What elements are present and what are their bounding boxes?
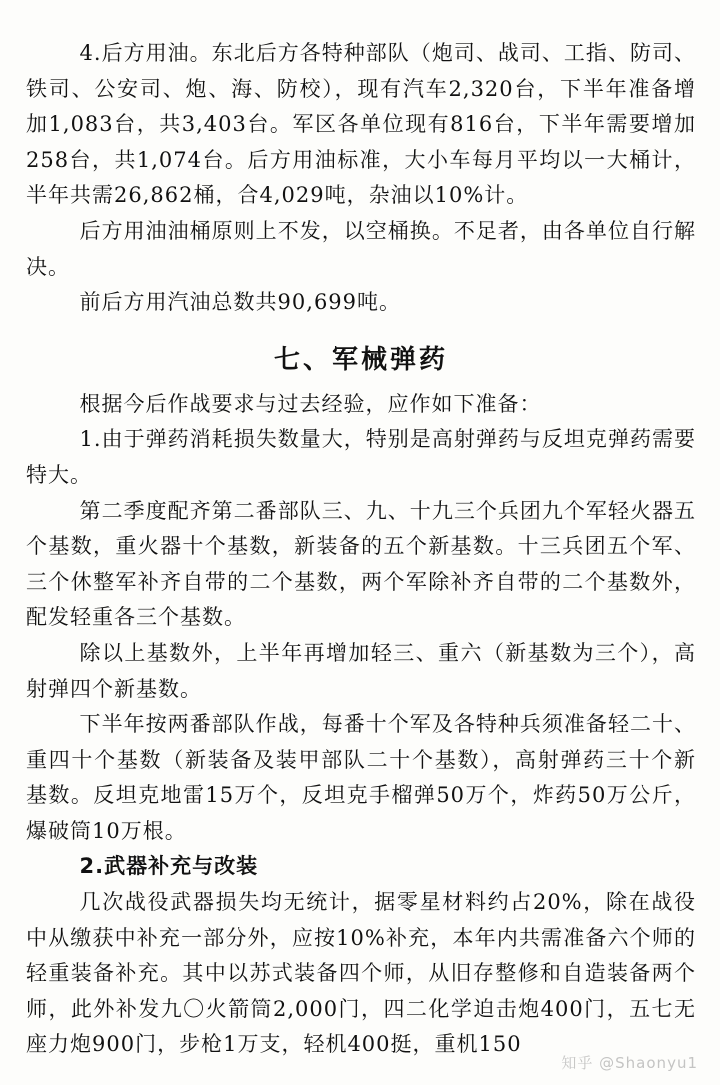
paragraph-second-half: 下半年按两番部队作战，每番十个军及各特种兵须准备轻二十、重四十个基数（新装备及装甲部队二十个基数），高射弹药三十个新基数。反坦克地雷15万个，反坦克手榴弹50万个，炸药50万公斤，爆破筒10万根。 (26, 712, 696, 843)
section-title: 七、军械弹药 (273, 344, 448, 375)
paragraph-weapon-losses: 几次战役武器损失均无统计，据零星材料约占20%，除在战役中从缴获中补充一部分外，应按10%补充，本年内共需准备六个师的轻重装备补充。其中以苏式装备四个师，从旧存整修和自造装备两个师，此外补发九〇火箭筒2,000门，四二化学迫击炮400门，五七无座力炮900门，步枪1万支，轻机400挺，重机150 (26, 890, 696, 1057)
paragraph-additional-base: 除以上基数外，上半年再增加轻三、重六（新基数为三个），高射弹四个新基数。 (26, 640, 696, 701)
paragraph-rear-fuel: 4.后方用油。东北后方各特种部队（炮司、战司、工指、防司、铁司、公安司、炮、海、防校），现有汽车2,320台，下半年准备增加1,083台，共3,403台。军区各单位现有816台，下半年需要增加258台，共1,074台。后方用油标准，大小车每月平均以一大桶计，半年共需26,862桶，合4,029吨，杂油以10%计。 (26, 41, 696, 208)
paragraph-item-1: 1.由于弹药消耗损失数量大，特别是高射弹药与反坦克弹药需要特大。 (26, 427, 696, 487)
paragraph-second-quarter: 第二季度配齐第二番部队三、九、十九三个兵团九个军轻火器五个基数，重火器十个基数，新装备的五个新基数。十三兵团五个军、三个休整军补齐自带的二个基数，两个军除补齐自带的二个基数外，配发轻重各三个基数。 (26, 498, 696, 630)
subheading-weapons: 2.武器补充与改装 (79, 854, 259, 879)
paragraph-intro: 根据今后作战要求与过去经验，应作如下准备： (79, 391, 542, 416)
zhihu-watermark: 知乎 @Shaonyu1 (561, 1054, 698, 1072)
paragraph-fuel-drums: 后方用油油桶原则上不发，以空桶换。不足者，由各单位自行解决。 (26, 218, 696, 279)
paragraph-gasoline-total: 前后方用汽油总数共90,699吨。 (79, 290, 402, 315)
